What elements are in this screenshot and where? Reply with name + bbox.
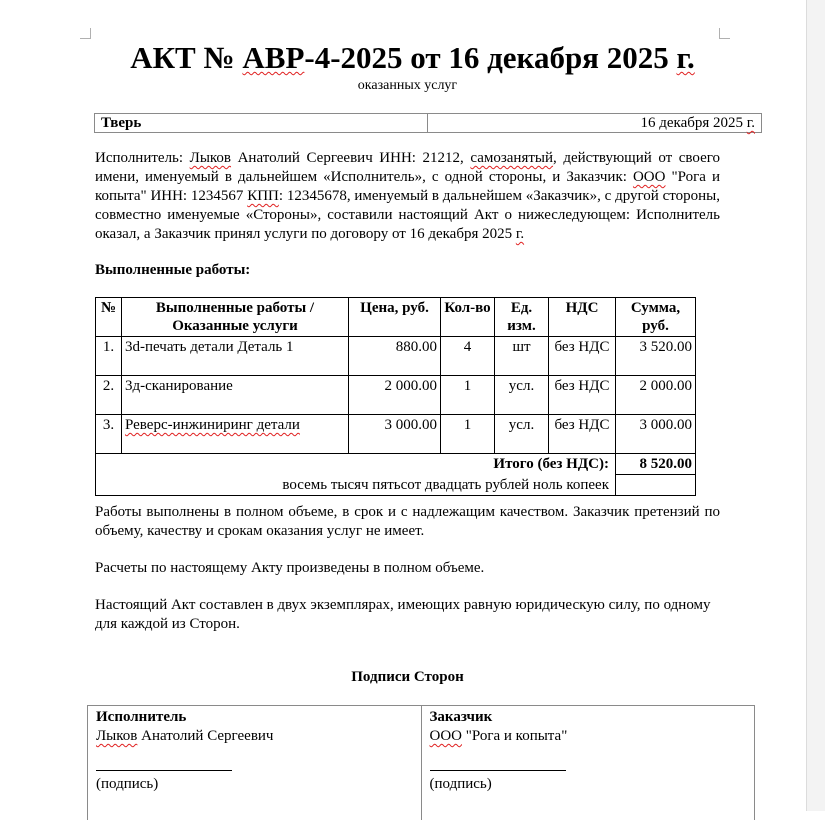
header-vat: НДС — [549, 298, 616, 337]
total-words: восемь тысяч пятьсот двадцать рублей ноль копеек — [96, 475, 616, 496]
header-unit: Ед. изм. — [495, 298, 549, 337]
date-cell: 16 декабря 2025 г. — [428, 114, 762, 133]
customer-signature-caption: (подпись) — [430, 775, 747, 794]
table-row — [96, 337, 696, 376]
row-num: 1. — [96, 337, 122, 376]
window-edge — [806, 0, 825, 811]
document-subtitle: оказанных услуг — [0, 78, 815, 94]
customer-name: ООО "Рога и копыта" — [430, 727, 747, 746]
works-table — [95, 297, 696, 496]
row-price: 3 000.00 — [349, 415, 441, 454]
signatures-table — [87, 705, 755, 820]
intro-paragraph: Исполнитель: Лыков Анатолий Сергеевич ИНН: 21212, самозанятый, действующий от своего имени, именуемый в дальнейшем «Исполнитель», с одной стороны, и Заказчик: ООО "Рога и копыта" ИНН: 1234567 КПП: 12345678, именуемый в дальнейшем «Заказчик», с другой стороны, совместно именуемые «Стороны», составили настоящий Акт о нижеследующем: Исполнитель оказал, а Заказчик принял услуги по договору от 16 декабря 2025 г. — [95, 149, 720, 244]
header-price: Цена, руб. — [349, 298, 441, 337]
total-words-empty-cell — [616, 475, 696, 496]
total-row — [96, 454, 696, 475]
table-row — [96, 376, 696, 415]
customer-role: Заказчик — [430, 708, 747, 727]
executor-signature-line — [96, 770, 232, 771]
row-unit: усл. — [495, 376, 549, 415]
executor-signature-caption: (подпись) — [96, 775, 413, 794]
row-name: Реверс-инжиниринг детали — [122, 415, 349, 454]
row-qty: 4 — [441, 337, 495, 376]
executor-role: Исполнитель — [96, 708, 413, 727]
executor-signature-cell — [88, 706, 422, 820]
header-name: Выполненные работы / Оказанные услуги — [122, 298, 349, 337]
row-qty: 1 — [441, 415, 495, 454]
row-unit: усл. — [495, 415, 549, 454]
row-sum: 3 520.00 — [616, 337, 696, 376]
customer-signature-cell — [421, 706, 755, 820]
header-sum: Сумма, руб. — [616, 298, 696, 337]
total-words-row — [96, 475, 696, 496]
works-table-header — [96, 298, 696, 337]
row-sum: 2 000.00 — [616, 376, 696, 415]
row-sum: 3 000.00 — [616, 415, 696, 454]
row-vat: без НДС — [549, 415, 616, 454]
row-qty: 1 — [441, 376, 495, 415]
city-cell: Тверь — [95, 114, 428, 133]
row-name: 3д-сканирование — [122, 376, 349, 415]
row-vat: без НДС — [549, 337, 616, 376]
row-num: 2. — [96, 376, 122, 415]
row-price: 2 000.00 — [349, 376, 441, 415]
row-num: 3. — [96, 415, 122, 454]
total-label: Итого (без НДС): — [96, 454, 616, 475]
copies-paragraph: Настоящий Акт составлен в двух экземплярах, имеющих равную юридическую силу, по одному для каждой из Сторон. — [95, 596, 720, 634]
row-name: 3d-печать детали Деталь 1 — [122, 337, 349, 376]
row-price: 880.00 — [349, 337, 441, 376]
payment-paragraph: Расчеты по настоящему Акту произведены в полном объеме. — [95, 559, 720, 578]
signatures-title: Подписи Сторон — [0, 669, 815, 686]
executor-name: Лыков Анатолий Сергеевич — [96, 727, 413, 746]
customer-signature-line — [430, 770, 566, 771]
table-row — [96, 415, 696, 454]
total-value: 8 520.00 — [616, 454, 696, 475]
document-title: АКТ № АВР-4-2025 от 16 декабря 2025 г. — [0, 38, 825, 78]
works-heading: Выполненные работы: — [95, 261, 720, 280]
header-qty: Кол-во — [441, 298, 495, 337]
row-vat: без НДС — [549, 376, 616, 415]
quality-paragraph: Работы выполнены в полном объеме, в срок и с надлежащим качеством. Заказчик претензий по объему, качеству и срокам оказания услуг не имеет. — [95, 503, 720, 541]
header-num: № — [96, 298, 122, 337]
place-date-table — [94, 113, 762, 133]
row-unit: шт — [495, 337, 549, 376]
